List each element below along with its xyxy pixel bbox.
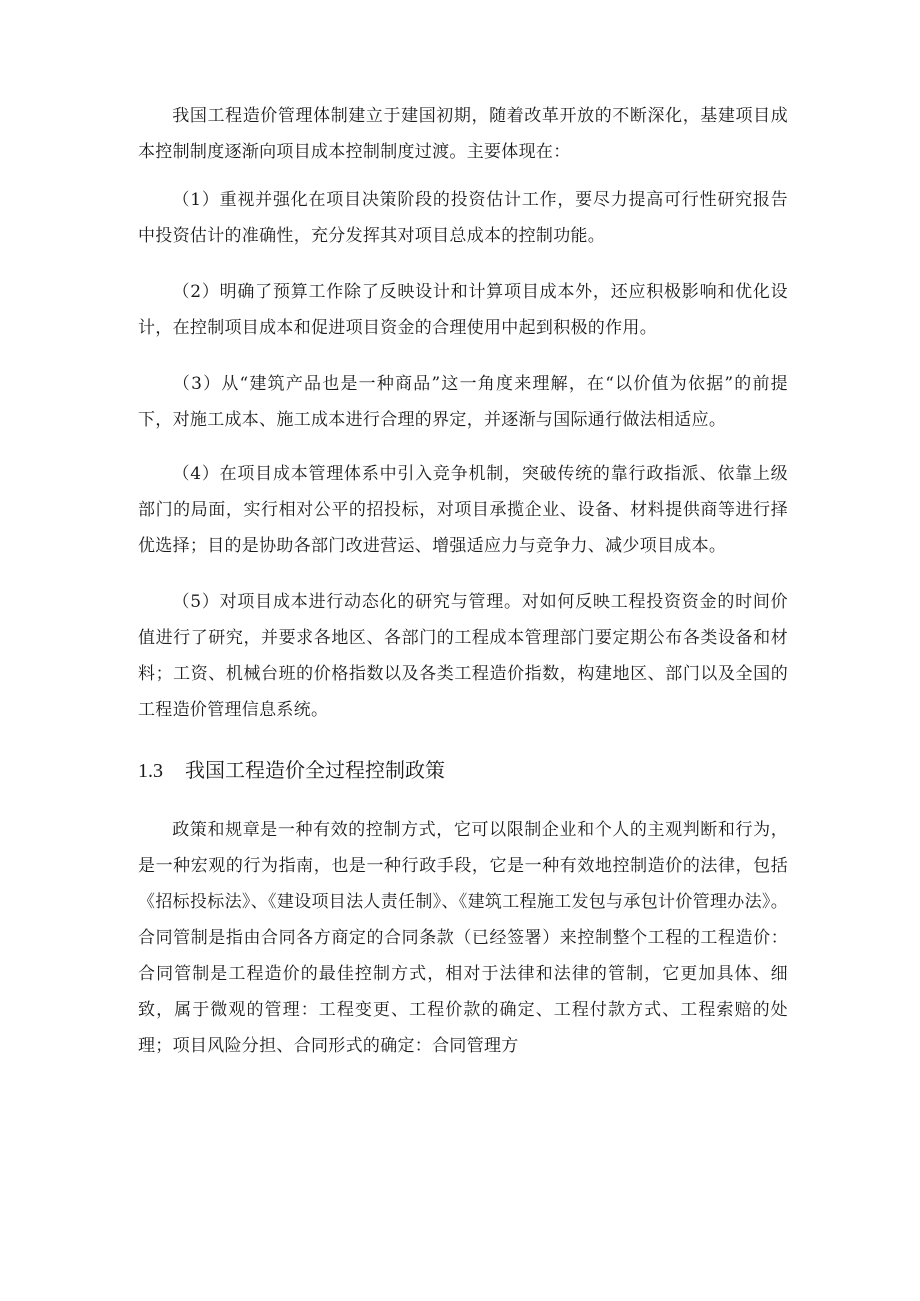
section-title: 我国工程造价全过程控制政策 bbox=[185, 758, 445, 782]
item-3-paragraph bbox=[138, 366, 788, 438]
item-1-paragraph bbox=[138, 182, 788, 254]
policy-paragraph bbox=[138, 812, 788, 1064]
item-3-text: （3）从“建筑产品也是一种商品”这一角度来理解，在“以价值为依据”的前提下，对施工成本、施工成本进行合理的界定，并逐渐与国际通行做法相适应。 bbox=[138, 374, 788, 430]
item-1-text: （1）重视并强化在项目决策阶段的投资估计工作，要尽力提高可行性研究报告中投资估计的准确性，充分发挥其对项目总成本的控制功能。 bbox=[138, 190, 788, 246]
item-5-paragraph bbox=[138, 584, 788, 728]
item-4-text: （4）在项目成本管理体系中引入竞争机制，突破传统的靠行政指派、依靠上级部门的局面，实行相对公平的招投标，对项目承揽企业、设备、材料提供商等进行择优选择；目的是协助各部门改进营运、增强适应力与竞争力、减少项目成本。 bbox=[138, 464, 788, 556]
section-number: 1.3 bbox=[138, 760, 163, 782]
item-5-text: （5）对项目成本进行动态化的研究与管理。对如何反映工程投资资金的时间价值进行了研究，并要求各地区、各部门的工程成本管理部门要定期公布各类设备和材料；工资、机械台班的价格指数以及各类工程造价指数，构建地区、部门以及全国的工程造价管理信息系统。 bbox=[138, 592, 788, 720]
policy-text: 政策和规章是一种有效的控制方式，它可以限制企业和个人的主观判断和行为，是一种宏观的行为指南，也是一种行政手段，它是一种有效地控制造价的法律，包括《招标投标法》、《建设项目法人责任制》、《建筑工程施工发包与承包计价管理办法》。合同管制是指由合同各方商定的合同条款（已经签署）来控制整个工程的工程造价：合同管制是工程造价的最佳控制方式，相对于法律和法律的管制，它更加具体、细致，属于微观的管理：工程变更、工程价款的确定、工程付款方式、工程索赔的处理；项目风险分担、合同形式的确定：合同管理方 bbox=[138, 820, 788, 1056]
item-2-text: （2）明确了预算工作除了反映设计和计算项目成本外，还应积极影响和优化设计，在控制项目成本和促进项目资金的合理使用中起到积极的作用。 bbox=[138, 282, 788, 338]
section-heading bbox=[138, 752, 445, 789]
item-2-paragraph bbox=[138, 274, 788, 346]
intro-text: 我国工程造价管理体制建立于建国初期，随着改革开放的不断深化，基建项目成本控制制度逐渐向项目成本控制制度过渡。主要体现在： bbox=[138, 106, 788, 162]
item-4-paragraph bbox=[138, 456, 788, 564]
intro-paragraph bbox=[138, 98, 788, 170]
